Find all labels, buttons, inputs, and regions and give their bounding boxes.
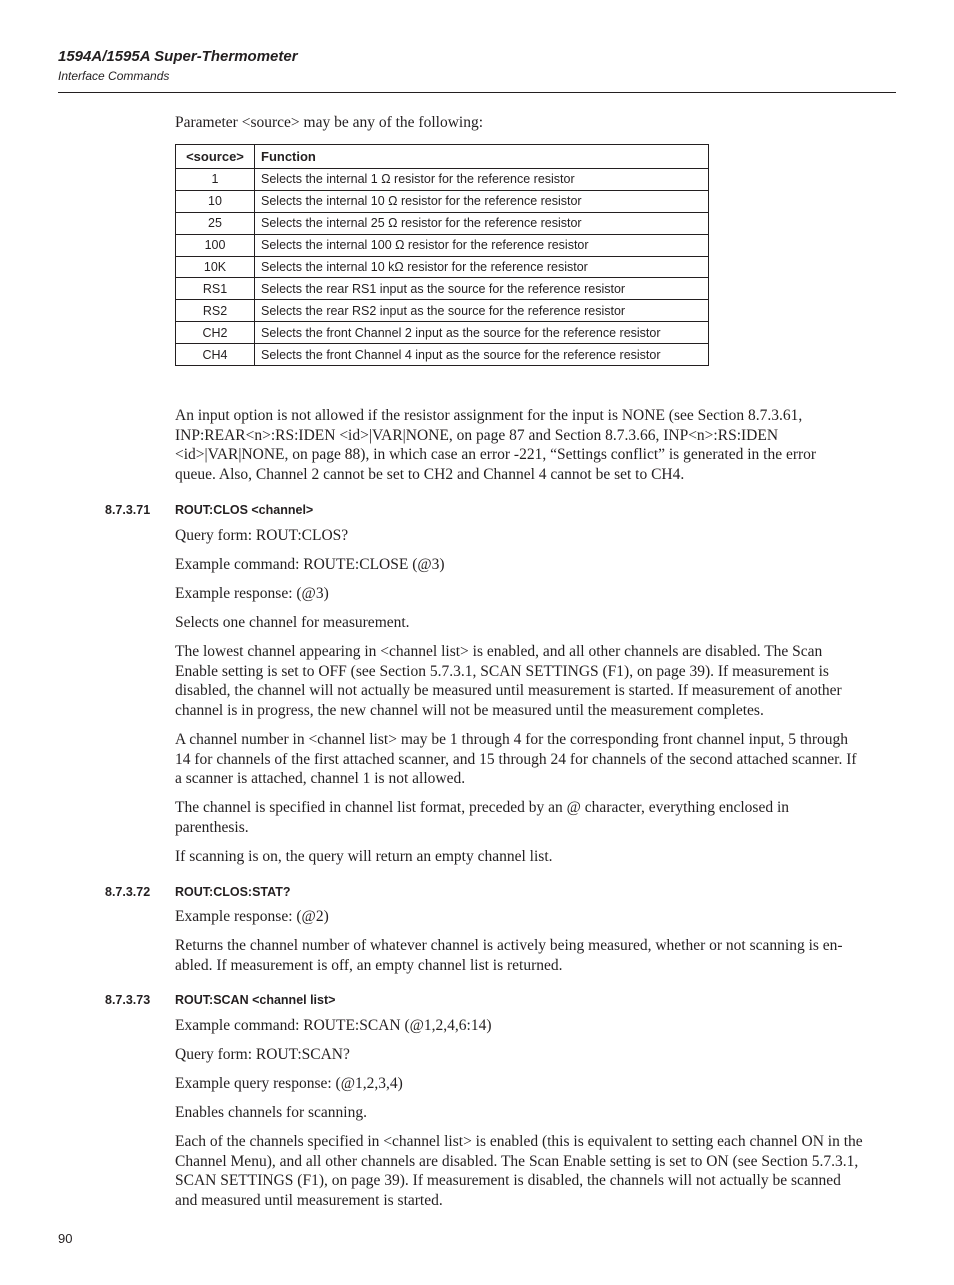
- table-cell-source: RS1: [176, 278, 255, 300]
- table-row: [176, 234, 709, 256]
- body-paragraph: [175, 555, 897, 575]
- text-line: Example command: ROUTE:SCAN (@1,2,4,6:14): [175, 1017, 492, 1034]
- running-header-subtitle: Interface Commands: [58, 69, 170, 83]
- text-line: Example command: ROUTE:CLOSE (@3): [175, 556, 445, 573]
- body-paragraph: [175, 526, 897, 546]
- table-row: [176, 322, 709, 344]
- section-number: 8.7.3.72: [105, 885, 151, 899]
- table-cell-function: Selects the internal 25 Ω resistor for the reference resistor: [255, 212, 709, 234]
- body-paragraph: [175, 1074, 897, 1094]
- table-row: [176, 344, 709, 366]
- section-heading-rout-clos: [0, 503, 954, 519]
- text-line: <id>|VAR|NONE, on page 88), in which case an error -221, “Settings conflict” is generated in the error: [175, 446, 817, 463]
- table-cell-function: Selects the front Channel 2 input as the source for the reference resistor: [255, 322, 709, 344]
- table-cell-function: Selects the rear RS1 input as the source for the reference resistor: [255, 278, 709, 300]
- body-paragraph: [175, 642, 897, 720]
- input-option-paragraph: [175, 406, 897, 484]
- header-rule: [58, 92, 896, 93]
- text-line: The channel is specified in channel list format, preceded by an @ character, everything enclosed in: [175, 799, 790, 816]
- body-paragraph: [175, 584, 897, 604]
- table-header-row: [176, 145, 709, 169]
- section-heading-rout-clos-stat: [0, 885, 954, 901]
- body-paragraph: [175, 730, 897, 789]
- table-row: [176, 212, 709, 234]
- text-line: An input option is not allowed if the resistor assignment for the input is NONE (see Section 8.7.3.61,: [175, 407, 803, 424]
- section-number: 8.7.3.71: [105, 503, 151, 517]
- body-paragraph: [175, 613, 897, 633]
- column-header-function: Function: [255, 145, 709, 169]
- table-row: [176, 190, 709, 212]
- table-cell-function: Selects the internal 100 Ω resistor for the reference resistor: [255, 234, 709, 256]
- text-line: Enable setting is set to OFF (see Section 5.7.3.1, SCAN SETTINGS (F1), on page 39). If measurement is: [175, 662, 829, 680]
- text-line: Example response: (@2): [175, 908, 329, 925]
- table-row: [176, 169, 709, 191]
- table-cell-source: CH2: [176, 322, 255, 344]
- table-cell-source: 10K: [176, 256, 255, 278]
- text-line: parenthesis.: [175, 818, 249, 836]
- body-paragraph: [175, 1045, 897, 1065]
- page-number: 90: [58, 1231, 73, 1246]
- text-line: Example query response: (@1,2,3,4): [175, 1075, 403, 1092]
- text-line: Query form: ROUT:SCAN?: [175, 1046, 350, 1063]
- section-title: ROUT:SCAN <channel list>: [175, 993, 336, 1007]
- table-row: [176, 256, 709, 278]
- section-heading-rout-scan: [0, 993, 954, 1009]
- text-line: and measured until measurement is started.: [175, 1191, 443, 1209]
- body-paragraph: [175, 1016, 897, 1036]
- table-cell-function: Selects the internal 10 kΩ resistor for the reference resistor: [255, 256, 709, 278]
- text-line: INP:REAR<n>:RS:IDEN <id>|VAR|NONE, on page 87 and Section 8.7.3.66, INP<n>:RS:IDEN: [175, 426, 779, 444]
- text-line: channel is in progress, the new channel will not be measured until the measurement completes.: [175, 701, 764, 719]
- table-row: [176, 278, 709, 300]
- text-line: Example response: (@3): [175, 585, 329, 602]
- text-line: Channel Menu), and all other channels are disabled. The Scan Enable setting is set to ON (see Section 5.7.3.1,: [175, 1152, 859, 1170]
- table-cell-source: RS2: [176, 300, 255, 322]
- table-cell-source: 100: [176, 234, 255, 256]
- body-paragraph: [175, 1103, 897, 1123]
- text-line: Each of the channels specified in <channel list> is enabled (this is equivalent to setting each channel ON in the: [175, 1133, 863, 1150]
- text-line: a scanner is attached, channel 1 is not allowed.: [175, 770, 466, 787]
- text-line: Selects one channel for measurement.: [175, 614, 410, 631]
- text-line: If scanning is on, the query will return an empty channel list.: [175, 848, 553, 865]
- text-line: 14 for channels of the first attached scanner, and 15 through 24 for channels of the second attached scanner. If: [175, 750, 857, 768]
- body-paragraph: [175, 907, 897, 927]
- table-row: [176, 300, 709, 322]
- table-cell-function: Selects the rear RS2 input as the source for the reference resistor: [255, 300, 709, 322]
- column-header-source: <source>: [176, 145, 255, 169]
- text-line: queue. Also, Channel 2 cannot be set to CH2 and Channel 4 cannot be set to CH4.: [175, 465, 685, 483]
- table-cell-function: Selects the internal 10 Ω resistor for the reference resistor: [255, 190, 709, 212]
- body-paragraph: [175, 936, 897, 975]
- text-line: SCAN SETTINGS (F1), on page 39). If measurement is disabled, the channels will not actually be scanned: [175, 1172, 841, 1189]
- table-cell-function: Selects the front Channel 4 input as the source for the reference resistor: [255, 344, 709, 366]
- text-line: abled. If measurement is off, an empty channel list is returned.: [175, 956, 563, 974]
- section-title: ROUT:CLOS <channel>: [175, 503, 314, 517]
- table-cell-source: 10: [176, 190, 255, 212]
- section-title: ROUT:CLOS:STAT?: [175, 885, 291, 899]
- table-cell-source: CH4: [176, 344, 255, 366]
- text-line: The lowest channel appearing in <channel list> is enabled, and all other channels are disabled. The Scan: [175, 643, 823, 660]
- text-line: Enables channels for scanning.: [175, 1104, 367, 1121]
- text-line: Returns the channel number of whatever channel is actively being measured, whether or not scanning is en-: [175, 937, 843, 954]
- text-line: Query form: ROUT:CLOS?: [175, 527, 349, 544]
- table-cell-source: 25: [176, 212, 255, 234]
- section-number: 8.7.3.73: [105, 993, 151, 1007]
- body-paragraph: [175, 798, 897, 837]
- running-header-title: 1594A/1595A Super-Thermometer: [58, 48, 298, 65]
- table-intro: Parameter <source> may be any of the following:: [175, 114, 484, 131]
- table-cell-function: Selects the internal 1 Ω resistor for the reference resistor: [255, 169, 709, 191]
- body-paragraph: [175, 1132, 897, 1210]
- body-paragraph: [175, 847, 897, 867]
- text-line: A channel number in <channel list> may be 1 through 4 for the corresponding front channel input, 5 through: [175, 731, 849, 748]
- table-cell-source: 1: [176, 169, 255, 191]
- text-line: disabled, the channel will not actually be measured until measurement is started. If measurement of another: [175, 682, 842, 699]
- source-table: [175, 144, 709, 366]
